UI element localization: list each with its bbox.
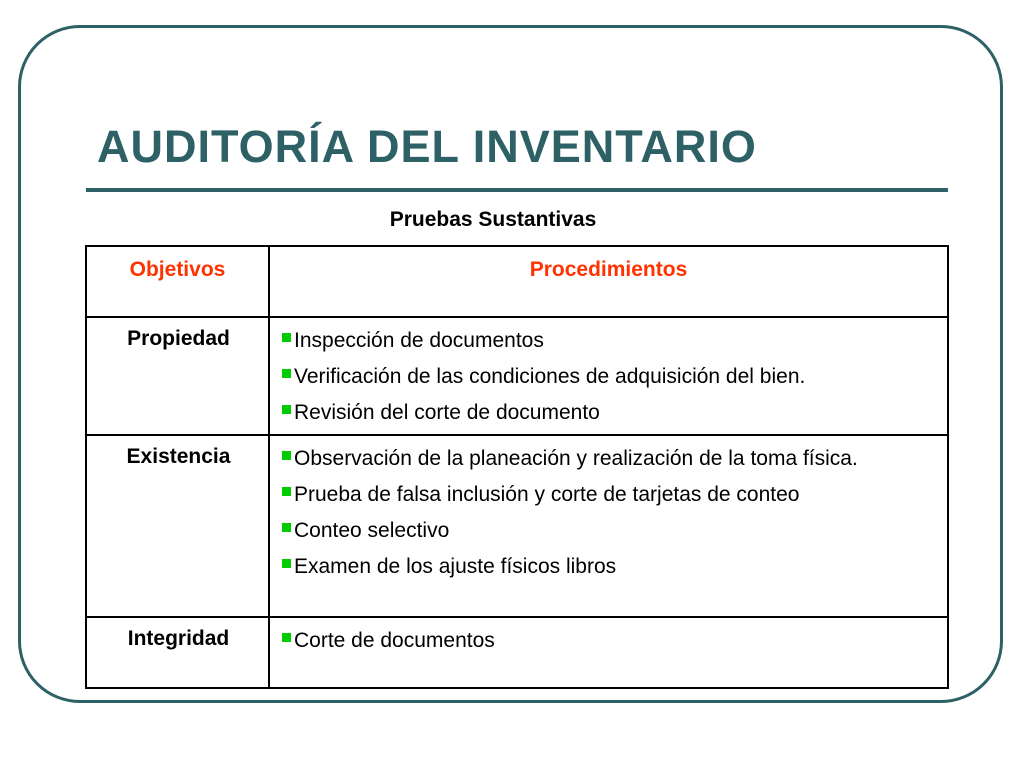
- objective-cell: [86, 435, 269, 617]
- procedure-text: Observación de la planeación y realización de la toma física.: [294, 447, 858, 470]
- header-label: Procedimientos: [529, 258, 688, 281]
- list-item: [282, 552, 933, 581]
- table-row: [86, 617, 948, 688]
- list-item: [282, 362, 933, 391]
- procedure-text: Corte de documentos: [294, 629, 495, 652]
- procedures-cell: [269, 435, 948, 617]
- square-bullet-icon: [282, 487, 291, 496]
- procedure-text: Inspección de documentos: [294, 329, 544, 352]
- objective-label: Existencia: [126, 445, 231, 468]
- table-header-row: [86, 246, 948, 317]
- procedure-text: Revisión del corte de documento: [294, 401, 600, 424]
- objective-label: Propiedad: [127, 327, 230, 350]
- square-bullet-icon: [282, 633, 291, 642]
- square-bullet-icon: [282, 369, 291, 378]
- slide-title: AUDITORÍA DEL INVENTARIO: [97, 121, 757, 172]
- square-bullet-icon: [282, 523, 291, 532]
- procedures-cell: [269, 617, 948, 688]
- list-item: [282, 480, 933, 509]
- procedures-table: [85, 245, 949, 689]
- procedure-text: Conteo selectivo: [294, 519, 450, 542]
- table-subtitle: Pruebas Sustantivas: [389, 208, 597, 231]
- header-label: Objetivos: [129, 258, 226, 281]
- list-item: [282, 444, 933, 473]
- header-procedimientos: [269, 246, 948, 317]
- table-row: [86, 435, 948, 617]
- procedure-list: [270, 618, 947, 655]
- procedure-text: Examen de los ajuste físicos libros: [294, 555, 617, 578]
- list-item: [282, 326, 933, 355]
- procedures-cell: [269, 317, 948, 435]
- procedure-list: [270, 436, 947, 581]
- square-bullet-icon: [282, 451, 291, 460]
- header-objetivos: [86, 246, 269, 317]
- list-item: [282, 398, 933, 427]
- objective-cell: [86, 317, 269, 435]
- objective-label: Integridad: [127, 627, 230, 650]
- table-row: [86, 317, 948, 435]
- procedure-list: [270, 318, 947, 427]
- square-bullet-icon: [282, 405, 291, 414]
- title-underline: [86, 188, 948, 192]
- list-item: [282, 626, 933, 655]
- square-bullet-icon: [282, 333, 291, 342]
- list-item: [282, 516, 933, 545]
- procedure-text: Prueba de falsa inclusión y corte de tarjetas de conteo: [294, 483, 800, 506]
- square-bullet-icon: [282, 559, 291, 568]
- procedure-text: Verificación de las condiciones de adquisición del bien.: [294, 365, 806, 388]
- objective-cell: [86, 617, 269, 688]
